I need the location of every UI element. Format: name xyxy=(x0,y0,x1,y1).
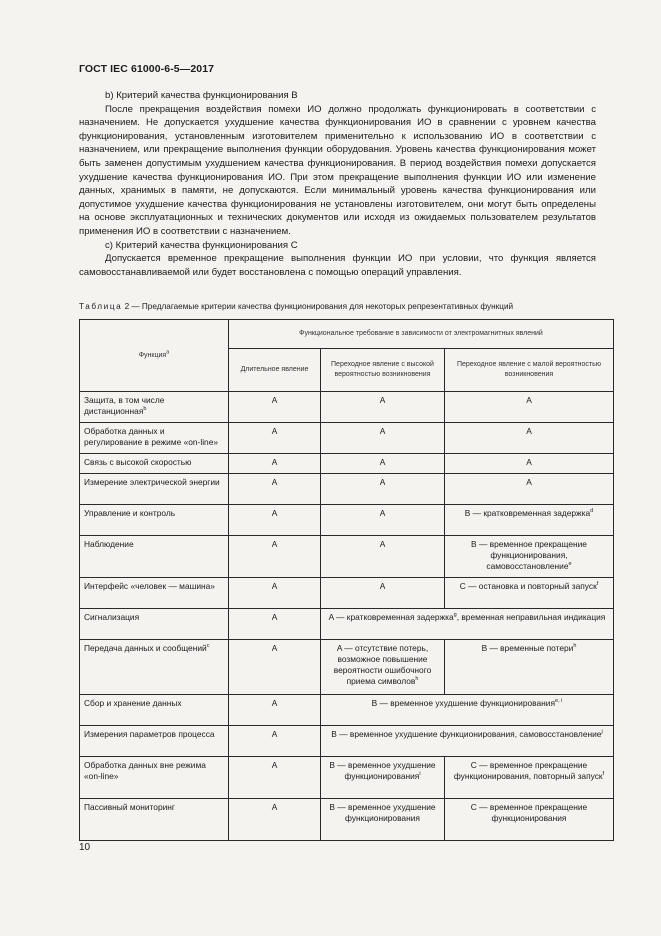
cell-fn: Управление и контроль xyxy=(80,505,229,536)
header-continuous: Длительное явление xyxy=(229,349,321,392)
cell-c1: A xyxy=(229,799,321,841)
criteria-table xyxy=(79,319,614,841)
page-number: 10 xyxy=(79,842,91,853)
cell-fn: Защита, в том числе дистанционная$^b$ xyxy=(80,392,229,423)
cell-c2: A xyxy=(321,578,445,609)
cell-c3: C — временное прекращение функционирования xyxy=(445,799,614,841)
table-row xyxy=(80,423,614,454)
cell-c23: B — временное ухудшение функционирования$^{e, i}$ xyxy=(321,695,614,726)
cell-fn: Интерфейс «человек — машина» xyxy=(80,578,229,609)
header-group: Функциональное требование в зависимости от электромагнитных явлений xyxy=(229,320,614,349)
document-header: ГОСТ IEC 61000-6-5—2017 xyxy=(79,63,215,75)
table-row xyxy=(80,609,614,640)
header-transient-high: Переходное явление с высокой вероятностью возникновения xyxy=(321,349,445,392)
cell-c2: A xyxy=(321,536,445,578)
cell-c1: A xyxy=(229,578,321,609)
cell-c1: A xyxy=(229,536,321,578)
cell-c23: A — кратковременная задержка$^g$, временная неправильная индикация xyxy=(321,609,614,640)
cell-c3: C — остановка и повторный запуск$^f$ xyxy=(445,578,614,609)
table-row xyxy=(80,505,614,536)
cell-c3: A xyxy=(445,454,614,474)
table-row xyxy=(80,474,614,505)
cell-c2: B — временное ухудшение функционирования$^i$ xyxy=(321,757,445,799)
cell-c1: A xyxy=(229,640,321,695)
table-row xyxy=(80,799,614,841)
cell-c1: A xyxy=(229,423,321,454)
header-function: Функция$^a$ xyxy=(80,320,229,392)
cell-fn: Сигнализация xyxy=(80,609,229,640)
table-row xyxy=(80,640,614,695)
cell-fn: Передача данных и сообщений$^c$ xyxy=(80,640,229,695)
criterion-b-paragraph: После прекращения воздействия помехи ИО должно продолжать функционировать в соответствии с назначением. Не допускается ухудшение качества функционирования ИО в сравнении с уровнем качества функционирования, установленным изготовителем применительно к использованию ИО в соответствии с назначением, или прекращение выполнения функции оборудования. Уровень качества функционирования может быть заменен допустимым ухудшением качества функционирования. В период воздействия помехи допускается ухудшение качества функционирования ИО. При этом прекращение выполнения функции ИО или изменение данных, хранимых в памяти, не допускаются. Если минимальный уровень качества функционирования или допустимое ухудшение качества функционирования не установлены изготовителем, они могут быть определены на основе эксплуатационных и технических документов или исходя из ожидаемых пользователем результатов применения ИО в соответствии с назначением. xyxy=(79,103,596,237)
cell-c3: B — кратковременная задержка$^d$ xyxy=(445,505,614,536)
cell-fn: Обработка данных вне режима «on-line» xyxy=(80,757,229,799)
criterion-c-paragraph: Допускается временное прекращение выполнения функции ИО при условии, что функция является самовосстанавливаемой или будет восстановлена с помощью операций управления. xyxy=(79,253,596,278)
cell-c2: A xyxy=(321,454,445,474)
table-body xyxy=(80,392,614,841)
cell-c1: A xyxy=(229,392,321,423)
table-caption xyxy=(79,302,619,311)
cell-c1: A xyxy=(229,474,321,505)
table-caption-number: 2 xyxy=(124,302,130,311)
cell-fn: Наблюдение xyxy=(80,536,229,578)
table-row xyxy=(80,392,614,423)
cell-c3: B — временные потери$^h$ xyxy=(445,640,614,695)
table-row xyxy=(80,726,614,757)
cell-fn: Связь с высокой скоростью xyxy=(80,454,229,474)
cell-fn: Пассивный мониторинг xyxy=(80,799,229,841)
cell-c3: A xyxy=(445,392,614,423)
criterion-c-title: c) Критерий качества функционирования С xyxy=(105,239,298,251)
cell-c3: C — временное прекращение функционирования, повторный запуск$^f$ xyxy=(445,757,614,799)
header-transient-low: Переходное явление с малой вероятностью возникновения xyxy=(445,349,614,392)
cell-c3: A xyxy=(445,474,614,505)
body-text xyxy=(79,89,596,279)
cell-fn: Обработка данных и регулирование в режиме «on-line» xyxy=(80,423,229,454)
cell-c2: A — отсутствие потерь, возможное повышение вероятности ошибочного приема символов$^h$ xyxy=(321,640,445,695)
cell-fn: Сбор и хранение данных xyxy=(80,695,229,726)
cell-c1: A xyxy=(229,695,321,726)
table-row xyxy=(80,757,614,799)
cell-fn: Измерение электрической энергии xyxy=(80,474,229,505)
table-header-row xyxy=(80,320,614,349)
table-caption-text: — Предлагаемые критерии качества функционирования для некоторых репрезентативных функций xyxy=(129,302,514,311)
cell-c2: A xyxy=(321,474,445,505)
table-row xyxy=(80,578,614,609)
cell-c1: A xyxy=(229,757,321,799)
cell-c2: A xyxy=(321,423,445,454)
cell-c1: A xyxy=(229,454,321,474)
table-row xyxy=(80,695,614,726)
cell-c1: A xyxy=(229,609,321,640)
cell-c2: B — временное ухудшение функционирования xyxy=(321,799,445,841)
cell-c3: A xyxy=(445,423,614,454)
cell-c2: A xyxy=(321,392,445,423)
cell-fn: Измерения параметров процесса xyxy=(80,726,229,757)
cell-c3: B — временное прекращение функционирования, самовосстановление$^e$ xyxy=(445,536,614,578)
cell-c1: A xyxy=(229,726,321,757)
cell-c2: A xyxy=(321,505,445,536)
table-caption-label: Таблица xyxy=(79,302,123,311)
table-row xyxy=(80,536,614,578)
table-row xyxy=(80,454,614,474)
cell-c1: A xyxy=(229,505,321,536)
criterion-b-title: b) Критерий качества функционирования В xyxy=(105,90,298,101)
cell-c23: B — временное ухудшение функционирования, самовосстановление$^j$ xyxy=(321,726,614,757)
